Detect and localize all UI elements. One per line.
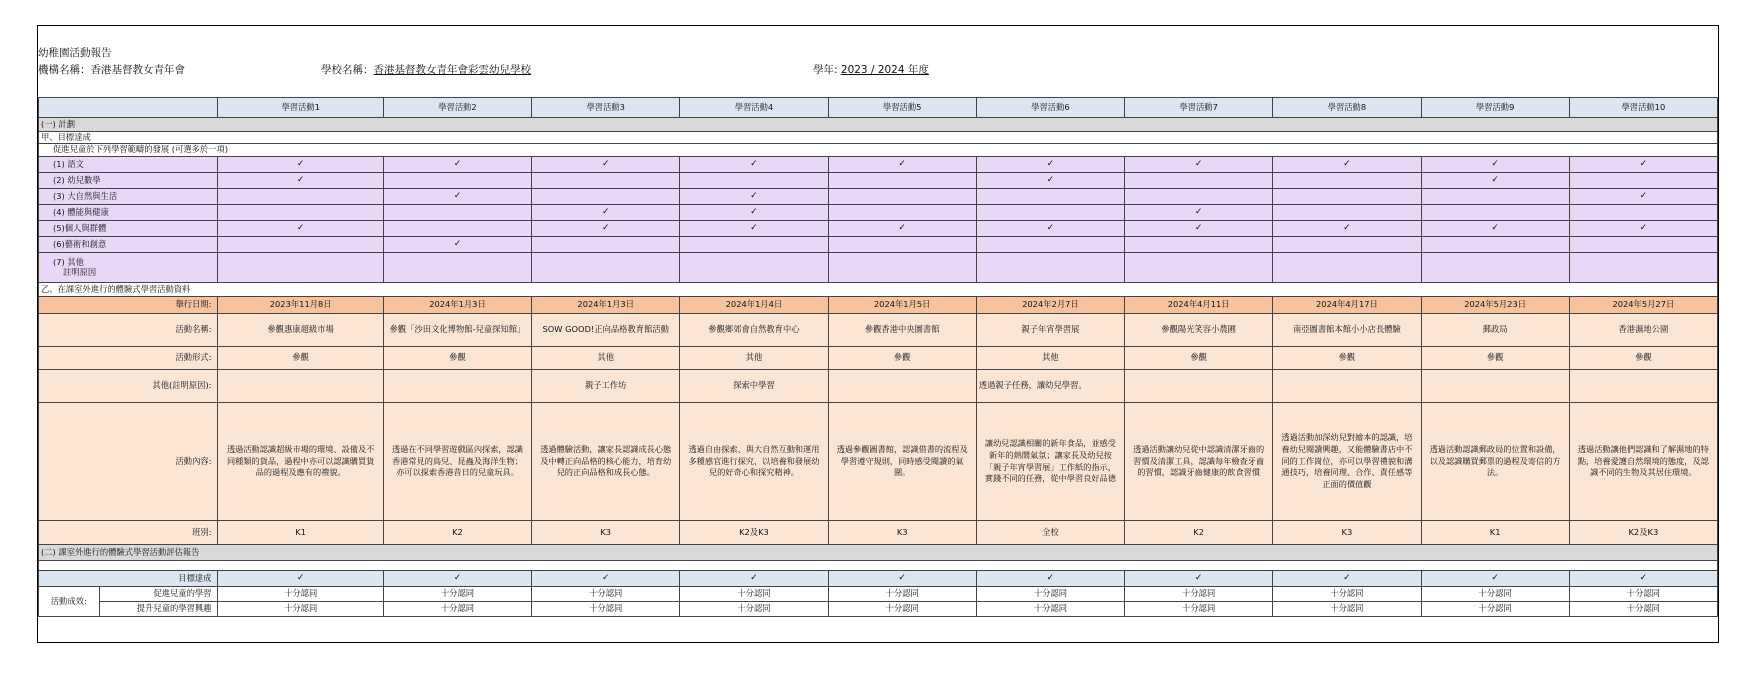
section2-title-row bbox=[39, 545, 1718, 561]
org-label: 機構名稱： bbox=[38, 64, 91, 76]
activity-name: 參觀「沙田文化博物館-兒童探知館」 bbox=[383, 314, 531, 347]
empty-cell bbox=[1569, 205, 1717, 221]
activity-header: 學習活動1 bbox=[218, 98, 383, 118]
activity-date: 2024年5月23日 bbox=[1421, 297, 1569, 314]
activity-name: 參觀陽光笑容小農圃 bbox=[1125, 314, 1273, 347]
tick-icon: ✓ bbox=[1125, 571, 1273, 587]
effect-value: 十分認同 bbox=[218, 602, 383, 617]
content-row bbox=[39, 403, 1718, 521]
activity-header: 學習活動2 bbox=[383, 98, 531, 118]
form-label: 活動形式: bbox=[39, 347, 218, 370]
year-value: 2023 / 2024 年度 bbox=[840, 64, 929, 76]
tick-icon: ✓ bbox=[532, 157, 680, 173]
tick-icon: ✓ bbox=[680, 221, 828, 237]
activity-header: 學習活動6 bbox=[976, 98, 1124, 118]
empty-cell bbox=[1273, 253, 1421, 283]
effect-value: 十分認同 bbox=[976, 587, 1124, 602]
tick-icon: ✓ bbox=[1421, 221, 1569, 237]
empty-cell bbox=[218, 205, 383, 221]
empty-cell bbox=[1125, 189, 1273, 205]
activity-content: 透過自由探索、與大自然互動和運用多種感官進行探究，以培養和發展幼兒的好奇心和探究精神。 bbox=[680, 403, 828, 521]
activity-date: 2024年4月11日 bbox=[1125, 297, 1273, 314]
activity-date: 2024年1月3日 bbox=[383, 297, 531, 314]
empty-cell bbox=[1569, 253, 1717, 283]
empty-cell bbox=[1273, 189, 1421, 205]
tick-icon: ✓ bbox=[976, 221, 1124, 237]
activity-date: 2024年2月7日 bbox=[976, 297, 1124, 314]
activity-name: SOW GOOD!正向品格教育館活動 bbox=[532, 314, 680, 347]
activity-name: 香港濕地公園 bbox=[1569, 314, 1717, 347]
section1-title-row bbox=[39, 118, 1718, 132]
activity-form: 參觀 bbox=[1125, 347, 1273, 370]
activity-content: 透過參觀圖書館，認識借書的流程及學習遵守規則，同時感受閱讀的氣圍。 bbox=[828, 403, 976, 521]
tick-icon: ✓ bbox=[1273, 157, 1421, 173]
activity-class: K3 bbox=[532, 521, 680, 545]
tick-icon: ✓ bbox=[976, 571, 1124, 587]
empty-cell bbox=[828, 205, 976, 221]
part-b-row bbox=[39, 283, 1718, 297]
tick-icon: ✓ bbox=[218, 157, 383, 173]
empty-cell bbox=[1421, 237, 1569, 253]
activity-other-reason: 探索中學習 bbox=[680, 370, 828, 403]
tick-icon: ✓ bbox=[680, 205, 828, 221]
empty-cell bbox=[680, 173, 828, 189]
name-label: 活動名稱: bbox=[39, 314, 218, 347]
other-area-row bbox=[39, 253, 1718, 283]
activity-other-reason: 親子工作坊 bbox=[532, 370, 680, 403]
tick-icon: ✓ bbox=[532, 571, 680, 587]
tick-icon: ✓ bbox=[218, 221, 383, 237]
activity-class: K1 bbox=[218, 521, 383, 545]
section2-title: (二) 課室外進行的體驗式學習活動評估報告 bbox=[39, 545, 1718, 561]
part-b-title: 乙、在課室外進行的體驗式學習活動資料 bbox=[39, 283, 1718, 297]
year-label: 學年: bbox=[813, 64, 838, 76]
tick-icon: ✓ bbox=[1125, 157, 1273, 173]
effect-value: 十分認同 bbox=[680, 587, 828, 602]
tick-icon: ✓ bbox=[1569, 221, 1717, 237]
activity-form: 參觀 bbox=[383, 347, 531, 370]
empty-cell bbox=[218, 253, 383, 283]
activity-date: 2023年11月8日 bbox=[218, 297, 383, 314]
empty-cell bbox=[976, 189, 1124, 205]
activity-name: 參觀香港中央圖書館 bbox=[828, 314, 976, 347]
learning-area-label: (4) 體能與健康 bbox=[39, 205, 218, 221]
org-name: 香港基督教女青年會 bbox=[90, 64, 185, 76]
activity-content: 透過活動加深幼兒對繪本的認識，培養幼兒閱讀興趣，又能體驗書店中不同的工作崗位，亦可以學習禮貌和溝通技巧，培養同理、合作、責任感等正面的價值觀 bbox=[1273, 403, 1421, 521]
activity-other-reason: 透過親子任務，讓幼兒學習。 bbox=[976, 370, 1124, 403]
goal-label: 目標達成 bbox=[39, 571, 218, 587]
activity-class: K2 bbox=[383, 521, 531, 545]
empty-cell bbox=[976, 253, 1124, 283]
empty-cell bbox=[976, 205, 1124, 221]
activity-date: 2024年5月27日 bbox=[1569, 297, 1717, 314]
tick-icon: ✓ bbox=[1569, 157, 1717, 173]
empty-cell bbox=[1569, 173, 1717, 189]
effect-value: 十分認同 bbox=[532, 602, 680, 617]
effect-value: 十分認同 bbox=[383, 602, 531, 617]
empty-cell bbox=[1273, 173, 1421, 189]
tick-icon: ✓ bbox=[383, 189, 531, 205]
activity-content: 透過體驗活動，讓家長認識成長心態及中轉正向品格的核心能力，培育幼兒的正向品格和成長心態。 bbox=[532, 403, 680, 521]
activity-header: 學習活動4 bbox=[680, 98, 828, 118]
tick-icon: ✓ bbox=[828, 157, 976, 173]
empty-cell bbox=[383, 173, 531, 189]
year-field bbox=[813, 62, 929, 77]
learning-area-label: (2) 幼兒數學 bbox=[39, 173, 218, 189]
effect-value: 十分認同 bbox=[1125, 587, 1273, 602]
date-row bbox=[39, 297, 1718, 314]
tick-icon: ✓ bbox=[383, 157, 531, 173]
activity-form: 其他 bbox=[976, 347, 1124, 370]
activity-class: K2及K3 bbox=[680, 521, 828, 545]
areas-prompt: 促進兒童於下列學習範疇的發展 (可選多於一項) bbox=[39, 144, 1718, 157]
tick-icon: ✓ bbox=[1421, 173, 1569, 189]
activity-form: 參觀 bbox=[1421, 347, 1569, 370]
empty-cell bbox=[828, 173, 976, 189]
activity-other-reason bbox=[218, 370, 383, 403]
activity-header: 學習活動3 bbox=[532, 98, 680, 118]
activity-other-reason bbox=[1421, 370, 1569, 403]
activity-other-reason bbox=[383, 370, 531, 403]
tick-icon: ✓ bbox=[1421, 571, 1569, 587]
activity-class: K2及K3 bbox=[1569, 521, 1717, 545]
empty-cell bbox=[1273, 237, 1421, 253]
activity-class: K2 bbox=[1125, 521, 1273, 545]
empty-cell bbox=[680, 237, 828, 253]
effect-value: 十分認同 bbox=[383, 587, 531, 602]
school-name: 香港基督教女青年會彩雲幼兒學校 bbox=[373, 64, 531, 76]
learning-area-row bbox=[39, 173, 1718, 189]
org-field bbox=[38, 62, 185, 77]
activity-header: 學習活動8 bbox=[1273, 98, 1421, 118]
activity-date: 2024年1月4日 bbox=[680, 297, 828, 314]
activity-name: 郵政局 bbox=[1421, 314, 1569, 347]
empty-cell bbox=[1421, 253, 1569, 283]
learning-area-row bbox=[39, 205, 1718, 221]
activity-other-reason bbox=[1569, 370, 1717, 403]
date-label: 舉行日期: bbox=[39, 297, 218, 314]
section1-title: (一) 計劃 bbox=[39, 118, 1718, 132]
empty-cell bbox=[1421, 189, 1569, 205]
effect-value: 十分認同 bbox=[828, 587, 976, 602]
activity-class: K3 bbox=[1273, 521, 1421, 545]
activity-form: 參觀 bbox=[1569, 347, 1717, 370]
learning-area-label: (1) 語文 bbox=[39, 157, 218, 173]
empty-cell bbox=[532, 173, 680, 189]
other-note: 註明原因 bbox=[63, 266, 97, 277]
effect-row2-label: 提升兒童的學習興趣 bbox=[99, 602, 218, 617]
activity-form: 參觀 bbox=[828, 347, 976, 370]
tick-icon: ✓ bbox=[1125, 205, 1273, 221]
activity-date: 2024年1月5日 bbox=[828, 297, 976, 314]
activity-class: K1 bbox=[1421, 521, 1569, 545]
effect-value: 十分認同 bbox=[218, 587, 383, 602]
other-area-label bbox=[39, 253, 218, 283]
empty-cell bbox=[1125, 173, 1273, 189]
tick-icon: ✓ bbox=[976, 157, 1124, 173]
part-a-row bbox=[39, 132, 1718, 144]
empty-cell bbox=[532, 253, 680, 283]
activity-content: 讓幼兒認識相關的新年食品，並感受新年的熱鬧氣氛；讓家長及幼兒按「親子年宵學習展」工作紙的指示，實踐不同的任務，從中學習良好品德 bbox=[976, 403, 1124, 521]
tick-icon: ✓ bbox=[680, 571, 828, 587]
content-label: 活動內容: bbox=[39, 403, 218, 521]
other-reason-label: 其他(註明原因): bbox=[39, 370, 218, 403]
effect-value: 十分認同 bbox=[1569, 602, 1717, 617]
activity-class: K3 bbox=[828, 521, 976, 545]
form-row bbox=[39, 347, 1718, 370]
school-label: 學校名稱： bbox=[321, 64, 374, 76]
tick-icon: ✓ bbox=[532, 221, 680, 237]
name-row bbox=[39, 314, 1718, 347]
activity-header-row bbox=[39, 98, 1718, 118]
effect-value: 十分認同 bbox=[680, 602, 828, 617]
part-a-title: 甲、目標達成 bbox=[39, 132, 1718, 144]
effect-value: 十分認同 bbox=[1273, 587, 1421, 602]
activity-form: 參觀 bbox=[1273, 347, 1421, 370]
tick-icon: ✓ bbox=[1125, 221, 1273, 237]
learning-area-label: (6)藝術和創意 bbox=[39, 237, 218, 253]
activity-header: 學習活動7 bbox=[1125, 98, 1273, 118]
activity-date: 2024年4月17日 bbox=[1273, 297, 1421, 314]
activity-form: 其他 bbox=[680, 347, 828, 370]
tick-icon: ✓ bbox=[1569, 189, 1717, 205]
learning-area-row bbox=[39, 189, 1718, 205]
prompt-row bbox=[39, 144, 1718, 157]
activity-name: 親子年宵學習展 bbox=[976, 314, 1124, 347]
empty-cell bbox=[383, 221, 531, 237]
empty-cell bbox=[218, 237, 383, 253]
activity-header: 學習活動5 bbox=[828, 98, 976, 118]
tick-icon: ✓ bbox=[218, 571, 383, 587]
activity-report-table bbox=[38, 97, 1718, 617]
tick-icon: ✓ bbox=[383, 571, 531, 587]
empty-cell bbox=[828, 253, 976, 283]
effect-value: 十分認同 bbox=[828, 602, 976, 617]
empty-cell bbox=[218, 189, 383, 205]
effect-value: 十分認同 bbox=[1421, 602, 1569, 617]
corner-cell bbox=[39, 98, 218, 118]
empty-cell bbox=[1421, 205, 1569, 221]
effect-value: 十分認同 bbox=[1125, 602, 1273, 617]
empty-cell bbox=[1273, 205, 1421, 221]
tick-icon: ✓ bbox=[828, 571, 976, 587]
activity-header: 學習活動10 bbox=[1569, 98, 1717, 118]
class-label: 班別: bbox=[39, 521, 218, 545]
tick-icon: ✓ bbox=[532, 205, 680, 221]
activity-other-reason bbox=[1273, 370, 1421, 403]
empty-cell bbox=[1569, 237, 1717, 253]
report-sheet bbox=[37, 25, 1719, 643]
empty-cell bbox=[828, 189, 976, 205]
tick-icon: ✓ bbox=[383, 237, 531, 253]
tick-icon: ✓ bbox=[680, 157, 828, 173]
learning-area-row bbox=[39, 221, 1718, 237]
empty-cell bbox=[976, 237, 1124, 253]
activity-form: 其他 bbox=[532, 347, 680, 370]
empty-cell bbox=[680, 253, 828, 283]
activity-class: 全校 bbox=[976, 521, 1124, 545]
activity-content: 透過活動認識超級市場的環境、設備及不同種類的貨品，過程中亦可以認識購買貨品的過程及應有的禮貌。 bbox=[218, 403, 383, 521]
empty-cell bbox=[383, 253, 531, 283]
tick-icon: ✓ bbox=[218, 173, 383, 189]
class-row bbox=[39, 521, 1718, 545]
empty-cell bbox=[1125, 253, 1273, 283]
other-label: (7) 其他 bbox=[53, 256, 84, 267]
activity-content: 透過在不同學習遊戲區內探索，認識香港常見的鳥兒、昆蟲及海洋生物；亦可以探索香港昔日的兒童玩具。 bbox=[383, 403, 531, 521]
effect-row1-label: 促進兒童的學習 bbox=[99, 587, 218, 602]
activity-other-reason bbox=[828, 370, 976, 403]
effect-label: 活動成效: bbox=[39, 587, 100, 617]
effect-value: 十分認同 bbox=[1421, 587, 1569, 602]
tick-icon: ✓ bbox=[680, 189, 828, 205]
learning-area-label: (3) 大自然與生活 bbox=[39, 189, 218, 205]
other-reason-row bbox=[39, 370, 1718, 403]
report-title: 幼稚園活動報告 bbox=[38, 47, 112, 59]
activity-name: 參觀惠康超級市場 bbox=[218, 314, 383, 347]
spacer-row bbox=[39, 561, 1718, 571]
tick-icon: ✓ bbox=[828, 221, 976, 237]
effect-value: 十分認同 bbox=[532, 587, 680, 602]
activity-form: 參觀 bbox=[218, 347, 383, 370]
empty-cell bbox=[1125, 237, 1273, 253]
learning-area-row bbox=[39, 237, 1718, 253]
tick-icon: ✓ bbox=[1273, 221, 1421, 237]
goal-row bbox=[39, 571, 1718, 587]
activity-other-reason bbox=[1125, 370, 1273, 403]
activity-date: 2024年1月3日 bbox=[532, 297, 680, 314]
effect-row-2 bbox=[39, 602, 1718, 617]
school-field bbox=[321, 62, 531, 77]
learning-area-label: (5)個人與群體 bbox=[39, 221, 218, 237]
activity-name: 南亞圖書館本館小小店長體驗 bbox=[1273, 314, 1421, 347]
effect-row-1 bbox=[39, 587, 1718, 602]
empty-cell bbox=[383, 205, 531, 221]
learning-area-row bbox=[39, 157, 1718, 173]
empty-cell bbox=[532, 237, 680, 253]
tick-icon: ✓ bbox=[976, 173, 1124, 189]
effect-value: 十分認同 bbox=[1273, 602, 1421, 617]
empty-cell bbox=[532, 189, 680, 205]
activity-content: 透過活動讓他們認識和了解濕地的特點，培養愛護自然環境的態度，及認識不同的生物及其居住環境。 bbox=[1569, 403, 1717, 521]
spacer-cell bbox=[39, 561, 1718, 571]
effect-value: 十分認同 bbox=[1569, 587, 1717, 602]
empty-cell bbox=[828, 237, 976, 253]
tick-icon: ✓ bbox=[1569, 571, 1717, 587]
effect-value: 十分認同 bbox=[976, 602, 1124, 617]
activity-header: 學習活動9 bbox=[1421, 98, 1569, 118]
tick-icon: ✓ bbox=[1421, 157, 1569, 173]
activity-content: 透過活動認識郵政局的位置和設備，以及認識購買郵票的過程及寄信的方法。 bbox=[1421, 403, 1569, 521]
activity-name: 參觀鄉郊會自然教育中心 bbox=[680, 314, 828, 347]
tick-icon: ✓ bbox=[1273, 571, 1421, 587]
activity-content: 透過活動讓幼兒從中認識清潔牙齒的習慣及清潔工具，認識每年檢查牙齒的習慣，認識牙齒健康的飲食習慣 bbox=[1125, 403, 1273, 521]
